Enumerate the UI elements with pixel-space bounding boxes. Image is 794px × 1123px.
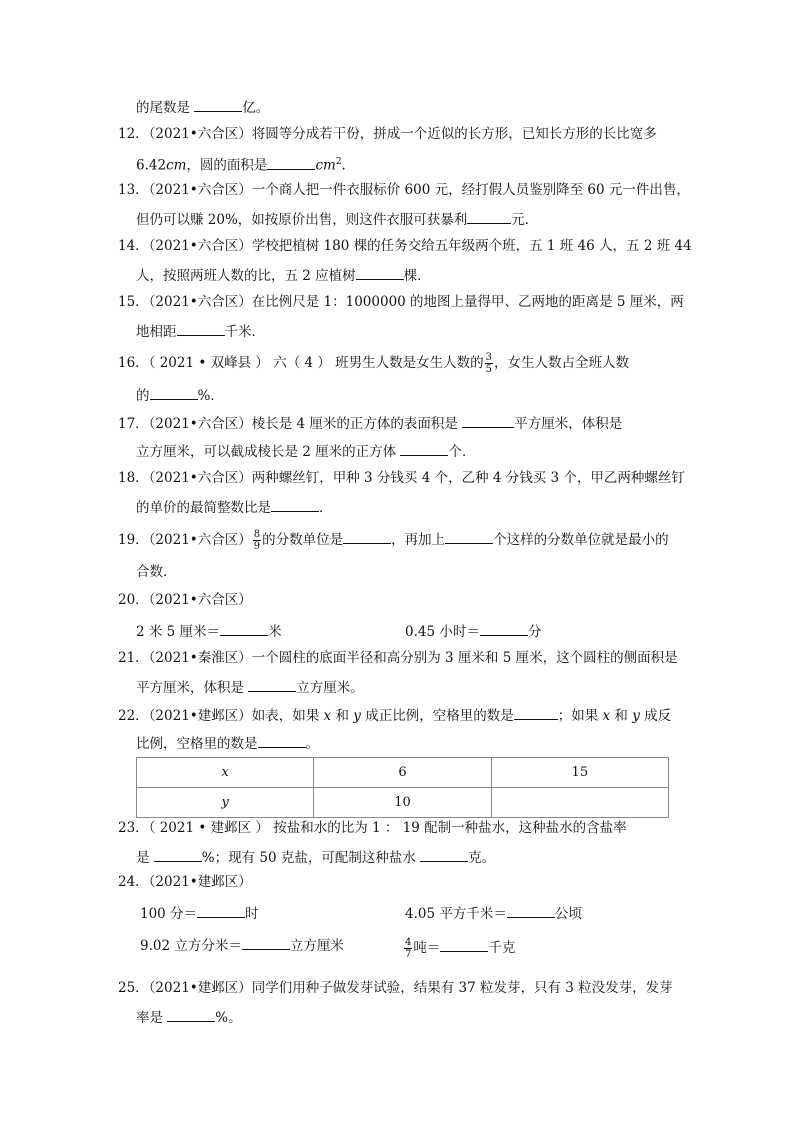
question-24: 24．（2021•建邺区）: [118, 874, 252, 890]
question-17-line2: 立方厘米，可以截成棱长是 2 厘米的正方体 个．: [136, 440, 475, 462]
question-14-line2: 人，按照两班人数的比，五 2 应植树 棵．: [136, 264, 431, 286]
answer-blank[interactable]: [197, 902, 245, 918]
question-20: 20．（2021•六合区）: [118, 592, 252, 608]
answer-blank[interactable]: [356, 264, 404, 280]
table-row: [137, 788, 669, 818]
question-24-d: $\frac{4}{7}$ 吨＝ 千克: [405, 937, 516, 960]
question-23: 23．（ 2021 • 建邺区 ） 按盐和水的比为 1 ： 19 配制一种盐水，这种盐水的含盐率: [118, 820, 627, 836]
fraction: $\frac{3}{5}$: [485, 352, 493, 375]
question-18: 18．（2021•六合区）两种螺丝钉，甲种 3 分钱买 4 个，乙种 4 分钱买 3 个，甲乙两种螺丝钉: [118, 470, 685, 486]
answer-blank[interactable]: [467, 208, 511, 224]
proportion-table: [136, 757, 669, 818]
question-16: 16．（ 2021 • 双峰县 ） 六（ 4 ） 班男生人数是女生人数的 $\frac{3}{5}$ ，女生人数占全班人数: [118, 352, 630, 375]
question-17: 17．（2021•六合区）棱长是 4 厘米的正方体的表面积是 平方厘米，体积是: [118, 412, 622, 434]
question-25-line2: 率是 %。: [136, 1006, 242, 1028]
answer-blank[interactable]: [514, 704, 558, 720]
answer-blank[interactable]: [194, 96, 242, 112]
question-22-line2: 比例，空格里的数是 。: [136, 732, 319, 754]
answer-blank[interactable]: [220, 620, 268, 636]
table-cell: 10: [314, 788, 491, 818]
answer-blank[interactable]: [480, 620, 528, 636]
question-21-line2: 平方厘米，体积是 立方厘米。: [136, 676, 364, 698]
table-cell: y: [137, 788, 314, 818]
answer-blank[interactable]: [150, 384, 198, 400]
answer-blank[interactable]: [177, 320, 225, 336]
question-13-line2: 但仍可以赚 20%，如按原价出售，则这件衣服可获暴利 元．: [136, 208, 538, 230]
table-cell: 15: [491, 758, 668, 788]
answer-blank[interactable]: [462, 412, 514, 428]
fraction: $\frac{8}{9}$: [253, 529, 261, 552]
answer-blank[interactable]: [248, 676, 296, 692]
fraction: $\frac{4}{7}$: [405, 937, 412, 960]
answer-blank[interactable]: [167, 1006, 215, 1022]
question-19-line2: 合数．: [136, 564, 177, 580]
question-23-line2: 是 %；现有 50 克盐，可配制这种盐水 克。: [136, 846, 495, 868]
question-14: 14．（2021•六合区）学校把植树 180 棵的任务交给五年级两个班，五 1 班 46 人，五 2 班 44: [118, 238, 692, 254]
question-18-line2: 的单价的最简整数比是 ．: [136, 496, 333, 518]
answer-blank[interactable]: [400, 440, 448, 456]
question-15: 15．（2021•六合区）在比例尺是 1：1000000 的地图上量得甲、乙两地的距离是 5 厘米，两: [118, 294, 684, 310]
question-20-b: 0.45 小时＝ 分: [405, 620, 541, 642]
answer-blank[interactable]: [154, 846, 202, 862]
table-row: [137, 758, 669, 788]
table-cell: 6: [314, 758, 491, 788]
q11-tail: 的尾数是 亿。: [136, 96, 269, 118]
question-22: 22．（2021•建邺区）如表，如果 x 和 y 成正比例，空格里的数是 ；如果 x 和 y 成反: [118, 704, 671, 726]
question-24-a: 100 分＝ 时: [140, 902, 259, 924]
answer-blank[interactable]: [507, 902, 555, 918]
answer-blank[interactable]: [258, 732, 306, 748]
answer-blank[interactable]: [242, 934, 290, 950]
question-12-line2: 6.42cm，圆的面积是 $cm^2$．: [136, 152, 355, 176]
question-24-c: 9.02 立方分米＝ 立方厘米: [140, 934, 344, 956]
answer-blank[interactable]: [440, 936, 488, 952]
answer-blank[interactable]: [267, 154, 315, 170]
question-16-line2: 的 %．: [136, 384, 224, 406]
answer-blank[interactable]: [271, 496, 319, 512]
question-25: 25．（2021•建邺区）同学们用种子做发芽试验，结果有 37 粒发芽，只有 3 粒没发芽，发芽: [118, 980, 673, 996]
answer-blank[interactable]: [445, 528, 493, 544]
question-21: 21．（2021•秦淮区）一个圆柱的底面半径和高分别为 3 厘米和 5 厘米，这个圆柱的侧面积是: [118, 650, 678, 666]
question-19: 19．（2021•六合区） $\frac{8}{9}$ 的分数单位是 ，再加上 个这样的分数单位就是最小的: [118, 529, 669, 552]
table-cell: x: [137, 758, 314, 788]
answer-blank[interactable]: [343, 528, 391, 544]
question-20-a: 2 米 5 厘米＝ 米: [136, 620, 282, 642]
question-24-b: 4.05 平方千米＝ 公顷: [405, 902, 582, 924]
question-13: 13．（2021•六合区）一个商人把一件衣服标价 600 元，经打假人员鉴别降至 60 元一件出售，: [118, 182, 690, 198]
question-12: 12．（2021•六合区）将圆等分成若干份，拼成一个近似的长方形，已知长方形的长比宽多: [118, 126, 657, 142]
answer-cell[interactable]: [491, 788, 668, 818]
question-15-line2: 地相距 千米．: [136, 320, 265, 342]
answer-blank[interactable]: [420, 846, 468, 862]
